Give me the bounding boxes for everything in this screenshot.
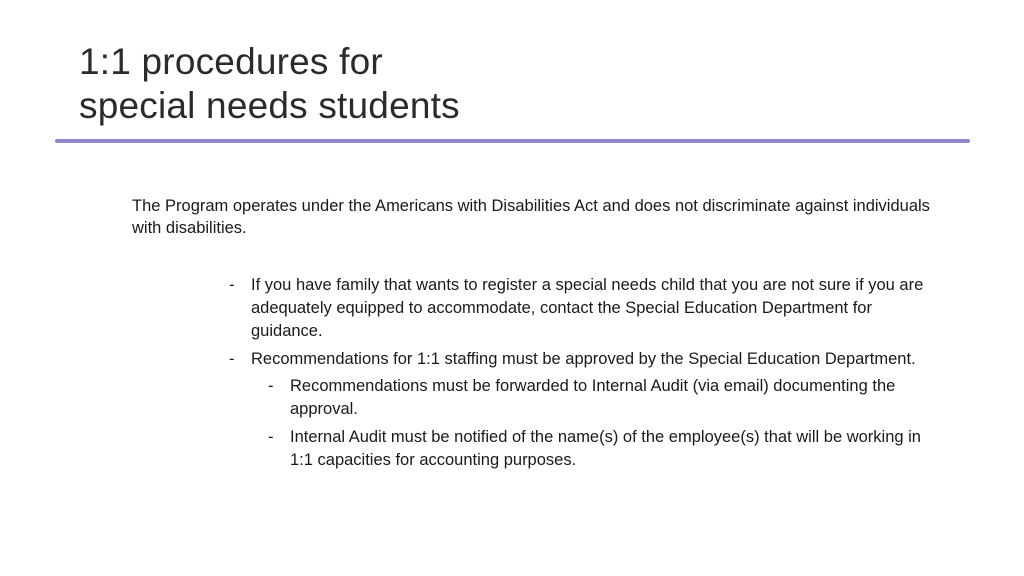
bullet-dash: - (268, 428, 274, 446)
sub-list-item (268, 375, 939, 421)
title-divider (55, 139, 970, 143)
sub-list-item-text: Internal Audit must be notified of the name(s) of the employee(s) that will be working in 1:1 capacities for accounting purposes. (290, 428, 921, 469)
slide-title (79, 40, 959, 128)
list-item-text: If you have family that wants to register a special needs child that you are not sure if you are adequately equipped to accommodate, contact the Special Education Department for guidance. (251, 276, 924, 340)
sub-bullet-list (268, 375, 939, 472)
slide-title-line-2: special needs students (79, 85, 460, 126)
slide-title-line-1: 1:1 procedures for (79, 41, 383, 82)
intro-paragraph: The Program operates under the Americans with Disabilities Act and does not discriminate against individuals with disabilities. (132, 197, 930, 237)
sub-list-item-text: Recommendations must be forwarded to Internal Audit (via email) documenting the approval. (290, 377, 896, 418)
list-item (229, 348, 939, 472)
list-item-text: Recommendations for 1:1 staffing must be approved by the Special Education Department. (251, 350, 916, 368)
list-item (229, 274, 939, 343)
bullet-dash: - (268, 377, 274, 395)
bullet-dash: - (229, 276, 235, 294)
sub-list-item (268, 426, 939, 472)
bullet-list (229, 274, 939, 477)
bullet-dash: - (229, 350, 235, 368)
